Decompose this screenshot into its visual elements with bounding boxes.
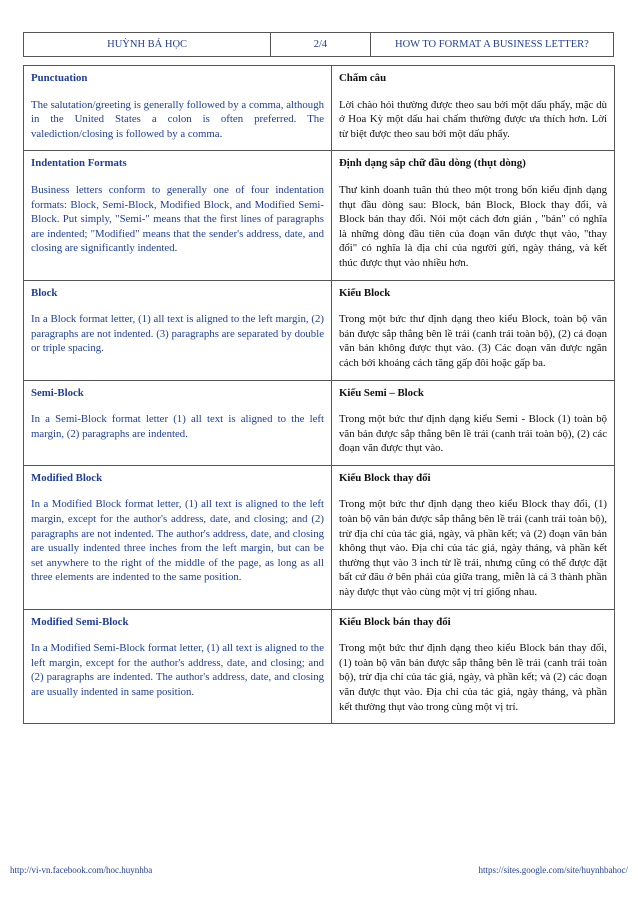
vietnamese-cell <box>332 380 615 465</box>
facebook-link[interactable]: http://vi-vn.facebook.com/hoc.huynhba <box>10 865 153 875</box>
section-title-vi: Kiểu Semi – Block <box>339 386 424 399</box>
section-body-en: Business letters conform to generally one of four indentation formats: Block, Semi-Block, Modified Block, and Modified Semi-Block. Put simply, "Semi-" means that the first lines of paragraphs are indented; "Modified" means that the sender's address, date, and closing are significantly indented. <box>31 183 324 255</box>
section-title-vi: Kiểu Block thay đổi <box>339 471 431 484</box>
section-body-vi: Lời chào hỏi thường được theo sau bởi một dấu phẩy, mặc dù ở Hoa Kỳ một dấu hai chấm thường được ưa thích hơn. Lời từ biệt được theo sau bởi một dấu phẩy. <box>339 98 607 140</box>
section-title-vi: Định dạng sắp chữ đầu dòng (thụt dòng) <box>339 157 526 170</box>
section-body-en: In a Semi-Block format letter (1) all text is aligned to the left margin, (2) paragraphs are indented. <box>31 413 324 440</box>
section-body-en: In a Modified Block format letter, (1) all text is aligned to the left margin, except for the author's address, date, and closing; and (2) paragraphs are not indented. The author's address, date, and closing are usually indented three inches from the left margin, but can be set anywhere to the right of the middle of the page, as long as all three elements are indented to the same position. <box>31 498 324 584</box>
section-title-en: Punctuation <box>31 72 88 84</box>
table-row <box>24 280 615 380</box>
vietnamese-cell <box>332 151 615 280</box>
section-body-vi: Trong một bức thư định dạng kiểu Semi - Block (1) toàn bộ văn bản được sắp thẳng bên lề trái (canh trái toàn bộ), (2) các đoạn văn được thụt vào. <box>339 413 607 455</box>
section-body-vi: Trong một bức thư định dạng theo kiểu Block thay đổi, (1) toàn bộ văn bản được sắp thẳng bên lề trái (canh trái toàn bộ), trừ địa chỉ của tác giả, ngày, và phần kết; và (2) đoạn văn bản không thụt vào. Địa chỉ của tác giả, ngày tháng, và phần kết thường thụt vào 3 inch từ lề trái, nhưng cũng có thể được đặt bất cứ đâu ở bên phải của giữa trang, miễn là cả 3 thành phần này được thụt vào cùng một vị trí giống nhau. <box>339 498 607 599</box>
english-cell <box>24 151 332 280</box>
table-row <box>24 66 615 151</box>
vietnamese-cell <box>332 465 615 609</box>
vietnamese-cell <box>332 280 615 380</box>
english-cell <box>24 380 332 465</box>
header-title: HOW TO FORMAT A BUSINESS LETTER? <box>395 39 589 50</box>
english-cell <box>24 280 332 380</box>
vietnamese-cell <box>332 609 615 724</box>
section-title-vi: Kiểu Block <box>339 286 391 299</box>
section-body-vi: Thư kinh doanh tuân thủ theo một trong bốn kiểu định dạng thụt đầu dòng sau: Block, bán Block, Block thay đổi, và Block bán thay đổi. Nói một cách đơn giản , "bán" có nghĩa là những dòng đầu tiên của đoạn văn được thụt vào, "thay đổi" có nghĩa là địa chỉ của người gửi, ngày tháng, và kết thúc được thụt vào nhiều hơn. <box>339 183 607 269</box>
google-sites-link[interactable]: https://sites.google.com/site/huynhbahoc/ <box>478 865 628 875</box>
section-title-en: Modified Block <box>31 471 103 484</box>
table-row <box>24 609 615 724</box>
section-body-en: In a Block format letter, (1) all text is aligned to the left margin, (2) paragraphs are not indented. (3) paragraphs are separated by double or triple spacing. <box>31 313 324 355</box>
english-cell <box>24 609 332 724</box>
section-title-vi: Kiểu Block bán thay đổi <box>339 615 451 628</box>
section-body-vi: Trong một bức thư định dạng theo kiểu Block, toàn bộ văn bản được sắp thẳng bên lề trái (canh trái toàn bộ), (2) cả đoạn văn bản không được thụt vào. (3) Các đoạn văn được ngăn cách bởi khoảng cách tăng gấp đôi hoặc gấp ba. <box>339 313 607 369</box>
section-body-en: The salutation/greeting is generally followed by a comma, although in the United States a colon is often preferred. The valediction/closing is followed by a comma. <box>31 98 324 140</box>
english-cell <box>24 66 332 151</box>
section-title-en: Block <box>31 286 58 299</box>
section-title-en: Modified Semi-Block <box>31 615 129 628</box>
header-page-number: 2/4 <box>271 33 371 56</box>
table-row <box>24 151 615 280</box>
section-title-en: Semi-Block <box>31 386 84 399</box>
vietnamese-cell <box>332 66 615 151</box>
section-title-vi: Chấm câu <box>339 72 387 84</box>
english-cell <box>24 465 332 609</box>
table-row <box>24 380 615 465</box>
section-body-en: In a Modified Semi-Block format letter, (1) all text is aligned to the left margin, except for the author's address, date, and closing; and (2) paragraphs are indented. The author's address, date, and closing are usually indented in same position. <box>31 642 324 698</box>
section-body-vi: Trong một bức thư định dạng theo kiểu Block bán thay đổi, (1) toàn bộ văn bản được sắp thẳng bên lề trái (canh trái toàn bộ), trừ địa chỉ của tác giả, ngày, và phần kết; và (2) các đoạn văn được thụt vào. Địa chỉ của tác giả, ngày tháng, và phần kết thường thụt vào trong cùng một vị trí. <box>339 642 607 713</box>
content-table <box>23 65 615 724</box>
table-row <box>24 465 615 609</box>
page-header <box>23 32 614 57</box>
header-author: HUỲNH BÁ HỌC <box>24 33 271 56</box>
section-title-en: Indentation Formats <box>31 157 127 170</box>
